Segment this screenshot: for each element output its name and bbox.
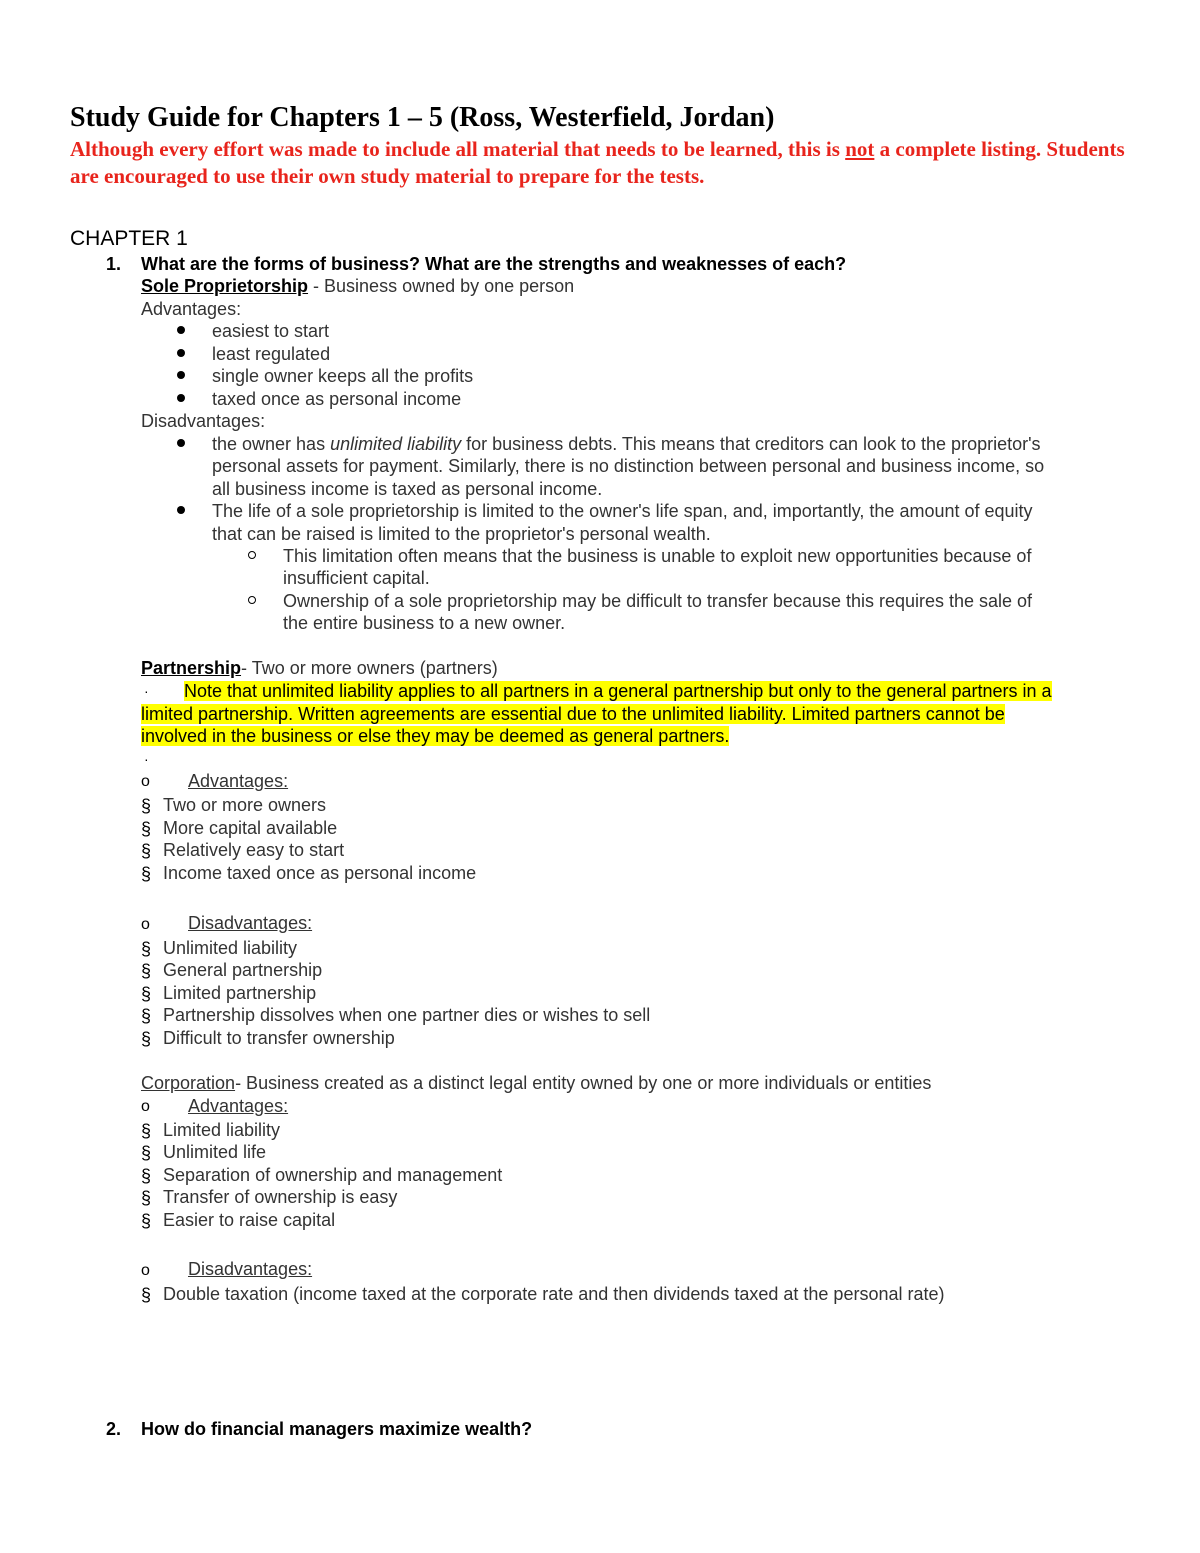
bullet-icon <box>177 349 185 357</box>
list-item: taxed once as personal income <box>212 389 462 409</box>
list-item: Unlimited liability <box>163 938 298 958</box>
list-item: Unlimited life <box>163 1142 267 1162</box>
list-item: The life of a sole proprietorship is limited to the owner's life span, and, importantly, the amount of equity <box>212 501 1033 521</box>
sub-list-item-continued: the entire business to a new owner. <box>283 613 566 633</box>
section-marker-icon: § <box>141 939 152 959</box>
circle-marker-icon: o <box>141 1262 150 1279</box>
bullet-icon: · <box>144 751 149 767</box>
list-item: More capital available <box>163 818 338 838</box>
list-item: Double taxation (income taxed at the corporate rate and then dividends taxed at the personal rate) <box>163 1284 945 1304</box>
corporation-heading: Corporation- Business created as a distinct legal entity owned by one or more individuals or entities <box>141 1073 932 1093</box>
list-item: Easier to raise capital <box>163 1210 336 1230</box>
sub-list-item: Ownership of a sole proprietorship may be difficult to transfer because this requires the sale of <box>283 591 1033 611</box>
disclaimer-emphasis: not <box>845 137 875 161</box>
list-item: Limited liability <box>163 1120 281 1140</box>
disadvantages-label: Disadvantages: <box>141 411 266 431</box>
sub-bullet-icon <box>248 596 256 604</box>
sub-list-item-continued: insufficient capital. <box>283 568 430 588</box>
list-item-continued: personal assets for payment. Similarly, there is no distinction between personal and business income, so <box>212 456 1045 476</box>
list-item: Relatively easy to start <box>163 840 345 860</box>
section-marker-icon: § <box>141 1006 152 1026</box>
highlighted-note: Note that unlimited liability applies to all partners in a general partnership but only to the general partners in a <box>184 681 1052 701</box>
section-marker-icon: § <box>141 819 152 839</box>
partnership-heading: Partnership- Two or more owners (partners) <box>141 658 498 678</box>
list-item: Transfer of ownership is easy <box>163 1187 398 1207</box>
list-item: Partnership dissolves when one partner dies or wishes to sell <box>163 1005 651 1025</box>
highlighted-note-continued: involved in the business or else they may be deemed as general partners. <box>141 726 730 746</box>
list-item: General partnership <box>163 960 323 980</box>
highlighted-note-continued: limited partnership. Written agreements are essential due to the unlimited liability. Limited partners cannot be <box>141 704 1005 724</box>
list-item: least regulated <box>212 344 331 364</box>
bullet-icon: · <box>144 683 149 699</box>
list-item: Limited partnership <box>163 983 317 1003</box>
question-number: 2. <box>106 1419 122 1439</box>
circle-marker-icon: o <box>141 916 150 933</box>
advantages-label: Advantages: <box>141 299 242 319</box>
section-marker-icon: § <box>141 1285 152 1305</box>
list-item: Two or more owners <box>163 795 327 815</box>
chapter-heading: CHAPTER 1 <box>70 227 188 250</box>
advantages-label: Advantages: <box>188 1096 289 1116</box>
section-marker-icon: § <box>141 984 152 1004</box>
bullet-icon <box>177 506 185 514</box>
question-text: What are the forms of business? What are the strengths and weaknesses of each? <box>141 254 847 274</box>
section-marker-icon: § <box>141 961 152 981</box>
section-marker-icon: § <box>141 1166 152 1186</box>
section-marker-icon: § <box>141 841 152 861</box>
list-item: single owner keeps all the profits <box>212 366 474 386</box>
question-text: How do financial managers maximize wealth? <box>141 1419 533 1439</box>
list-item: Difficult to transfer ownership <box>163 1028 395 1048</box>
section-marker-icon: § <box>141 864 152 884</box>
disadvantages-label: Disadvantages: <box>188 1259 313 1279</box>
circle-marker-icon: o <box>141 773 150 790</box>
list-item: Income taxed once as personal income <box>163 863 477 883</box>
bullet-icon <box>177 326 185 334</box>
list-item: the owner has unlimited liability for business debts. This means that creditors can look to the proprietor's <box>212 434 1041 454</box>
bullet-icon <box>177 394 185 402</box>
bullet-icon <box>177 371 185 379</box>
circle-marker-icon: o <box>141 1098 150 1115</box>
sub-bullet-icon <box>248 551 256 559</box>
sub-list-item: This limitation often means that the business is unable to exploit new opportunities because of <box>283 546 1032 566</box>
section-marker-icon: § <box>141 796 152 816</box>
list-item-continued: all business income is taxed as personal income. <box>212 479 603 499</box>
section-marker-icon: § <box>141 1143 152 1163</box>
question-number: 1. <box>106 254 122 274</box>
section-marker-icon: § <box>141 1121 152 1141</box>
list-item: Separation of ownership and management <box>163 1165 503 1185</box>
list-item-continued: that can be raised is limited to the proprietor's personal wealth. <box>212 524 711 544</box>
list-item: easiest to start <box>212 321 330 341</box>
section-marker-icon: § <box>141 1029 152 1049</box>
advantages-label: Advantages: <box>188 771 289 791</box>
disclaimer-note: Although every effort was made to include all material that needs to be learned, this is not a complete listing. Students are encouraged to use their own study material to prepare for the tests. <box>70 137 1125 188</box>
disadvantages-label: Disadvantages: <box>188 913 313 933</box>
document-title: Study Guide for Chapters 1 – 5 (Ross, Westerfield, Jordan) <box>70 102 775 133</box>
section-marker-icon: § <box>141 1188 152 1208</box>
bullet-icon <box>177 439 185 447</box>
section-marker-icon: § <box>141 1211 152 1231</box>
sole-proprietorship-heading: Sole Proprietorship - Business owned by one person <box>141 276 575 296</box>
